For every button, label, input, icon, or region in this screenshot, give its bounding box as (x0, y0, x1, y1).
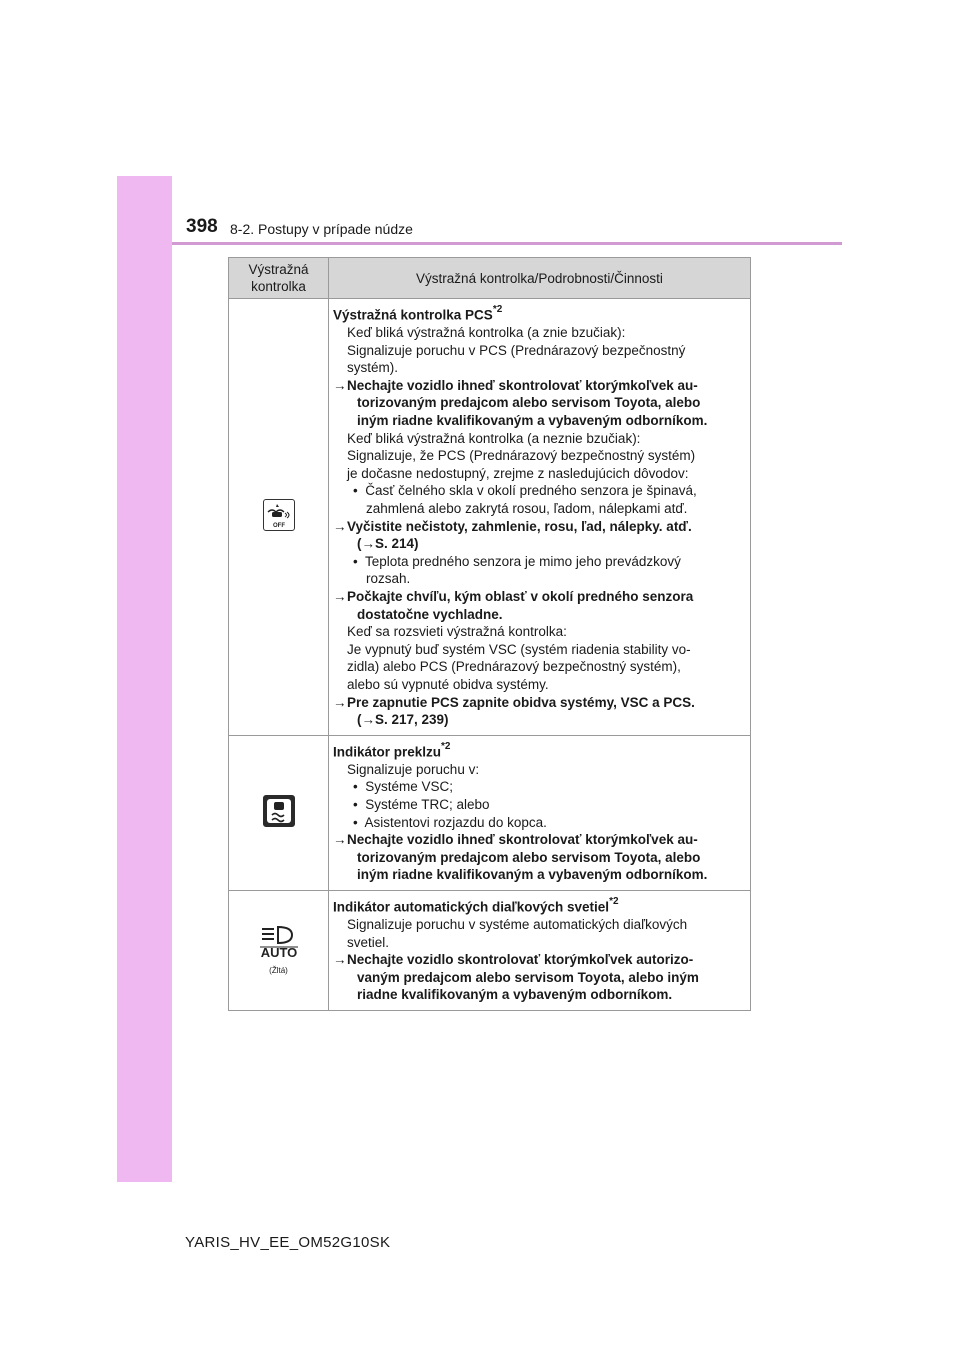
bullet-text: Teplota predného senzora je mimo jeho prevádzkový (365, 553, 681, 569)
page-reference-link[interactable]: (→S. 214) (357, 536, 419, 552)
row-title: Indikátor automatických diaľkových svetiel (333, 899, 610, 915)
col-header-details: Výstražná kontrolka/Podrobnosti/Činnosti (329, 258, 751, 299)
icon-cell (229, 891, 329, 1011)
text-line: systém). (347, 360, 399, 376)
text-line: Signalizuje, že PCS (Prednárazový bezpečnostný systém) (347, 448, 696, 464)
icon-cell (229, 735, 329, 890)
side-color-band (117, 176, 172, 1182)
arrow-icon: → (333, 952, 347, 968)
action-text: iným riadne kvalifikovaným a vybaveným odborníkom. (357, 413, 708, 429)
bullet-text: zahmlená alebo zakrytá rosou, ľadom, nálepkami atď. (366, 501, 688, 517)
bullet-icon: • (353, 483, 358, 499)
text-line: Je vypnutý buď systém VSC (systém riadenia stability vo- (347, 641, 691, 657)
text-line: zidla) alebo PCS (Prednárazový bezpečnostný systém), (347, 659, 681, 675)
icon-cell (229, 299, 329, 736)
slip-indicator-icon (263, 795, 295, 827)
warning-lights-table (228, 257, 751, 1011)
text-line: Keď bliká výstražná kontrolka (a neznie bzučiak): (347, 430, 641, 446)
text-line: Keď sa rozsvieti výstražná kontrolka: (347, 624, 567, 640)
col-header-light: Výstražná kontrolka (229, 258, 329, 299)
footnote-mark: *2 (492, 304, 503, 315)
text-line: Signalizuje poruchu v systéme automatických diaľkových (347, 917, 688, 933)
action-text: Nechajte vozidlo ihneď skontrolovať ktorýmkoľvek au- (347, 832, 698, 848)
table-row-auto-high-beam (229, 891, 751, 1011)
page-reference-link[interactable]: (→S. 217, 239) (357, 712, 449, 728)
auto-high-beam-icon (229, 925, 328, 976)
table-header-row (229, 258, 751, 299)
bullet-text: Systéme VSC; (365, 779, 454, 795)
arrow-icon: → (333, 518, 347, 534)
pcs-off-warning-icon (263, 499, 295, 531)
bullet-icon: • (353, 814, 358, 830)
text-line: Signalizuje poruchu v PCS (Prednárazový bezpečnostný (347, 342, 686, 358)
svg-text:OFF: OFF (272, 522, 285, 529)
action-text: Nechajte vozidlo ihneď skontrolovať ktorýmkoľvek au- (347, 377, 698, 393)
bullet-text: rozsah. (366, 571, 411, 587)
footnote-mark: *2 (609, 896, 619, 907)
arrow-icon: → (333, 832, 347, 848)
arrow-icon: → (333, 377, 347, 393)
text-line: Signalizuje poruchu v: (347, 761, 480, 777)
icon-color-caption: (Žltá) (269, 966, 288, 976)
bullet-text: Časť čelného skla v okolí predného senzora je špinavá, (365, 483, 697, 499)
action-text: riadne kvalifikovaným a vybaveným odborníkom. (357, 987, 673, 1003)
action-text: dostatočne vychladne. (357, 606, 503, 622)
text-line: je dočasne nedostupný, zrejme z nasledujúcich dôvodov: (347, 465, 689, 481)
action-text: Počkajte chvíľu, kým oblasť v okolí predného senzora (347, 589, 694, 604)
row-title: Indikátor preklzu (333, 744, 442, 760)
details-cell (329, 299, 751, 736)
document-code: YARIS_HV_EE_OM52G10SK (185, 1234, 391, 1251)
auto-label: AUTO (260, 945, 297, 960)
arrow-icon: → (333, 589, 347, 604)
arrow-icon: → (361, 536, 375, 552)
action-text: Pre zapnutie PCS zapnite obidva systémy, VSC a PCS. (347, 694, 695, 710)
footnote-mark: *2 (441, 740, 451, 752)
action-text: iným riadne kvalifikovaným a vybaveným odborníkom. (357, 867, 708, 883)
table-row-slip (229, 735, 751, 890)
action-text: Nechajte vozidlo skontrolovať ktorýmkoľvek autorizo- (347, 952, 694, 968)
text-line: Keď bliká výstražná kontrolka (a znie bzučiak): (347, 325, 626, 341)
table-row-pcs (229, 299, 751, 736)
row-title: Výstražná kontrolka PCS (333, 307, 493, 323)
action-text: Vyčistite nečistoty, zahmlenie, rosu, ľad, nálepky. atď. (347, 518, 692, 534)
action-text: vaným predajcom alebo servisom Toyota, alebo iným (357, 969, 699, 985)
bullet-text: Systéme TRC; alebo (365, 797, 490, 813)
bullet-icon: • (353, 779, 358, 795)
bullet-text: Asistentovi rozjazdu do kopca. (364, 814, 547, 830)
arrow-icon: → (361, 712, 375, 728)
header-rule (172, 242, 842, 245)
bullet-icon: • (353, 797, 358, 813)
text-line: alebo sú vypnuté obidva systémy. (347, 676, 549, 692)
text-line: svetiel. (347, 934, 390, 950)
page-number: 398 (186, 216, 218, 237)
details-cell (329, 735, 751, 890)
action-text: torizovaným predajcom alebo servisom Toyota, alebo (357, 395, 701, 411)
action-text: torizovaným predajcom alebo servisom Toyota, alebo (357, 849, 701, 865)
bullet-icon: • (353, 553, 358, 569)
arrow-icon: → (333, 694, 347, 710)
section-title: 8-2. Postupy v prípade núdze (230, 221, 413, 237)
details-cell (329, 891, 751, 1011)
